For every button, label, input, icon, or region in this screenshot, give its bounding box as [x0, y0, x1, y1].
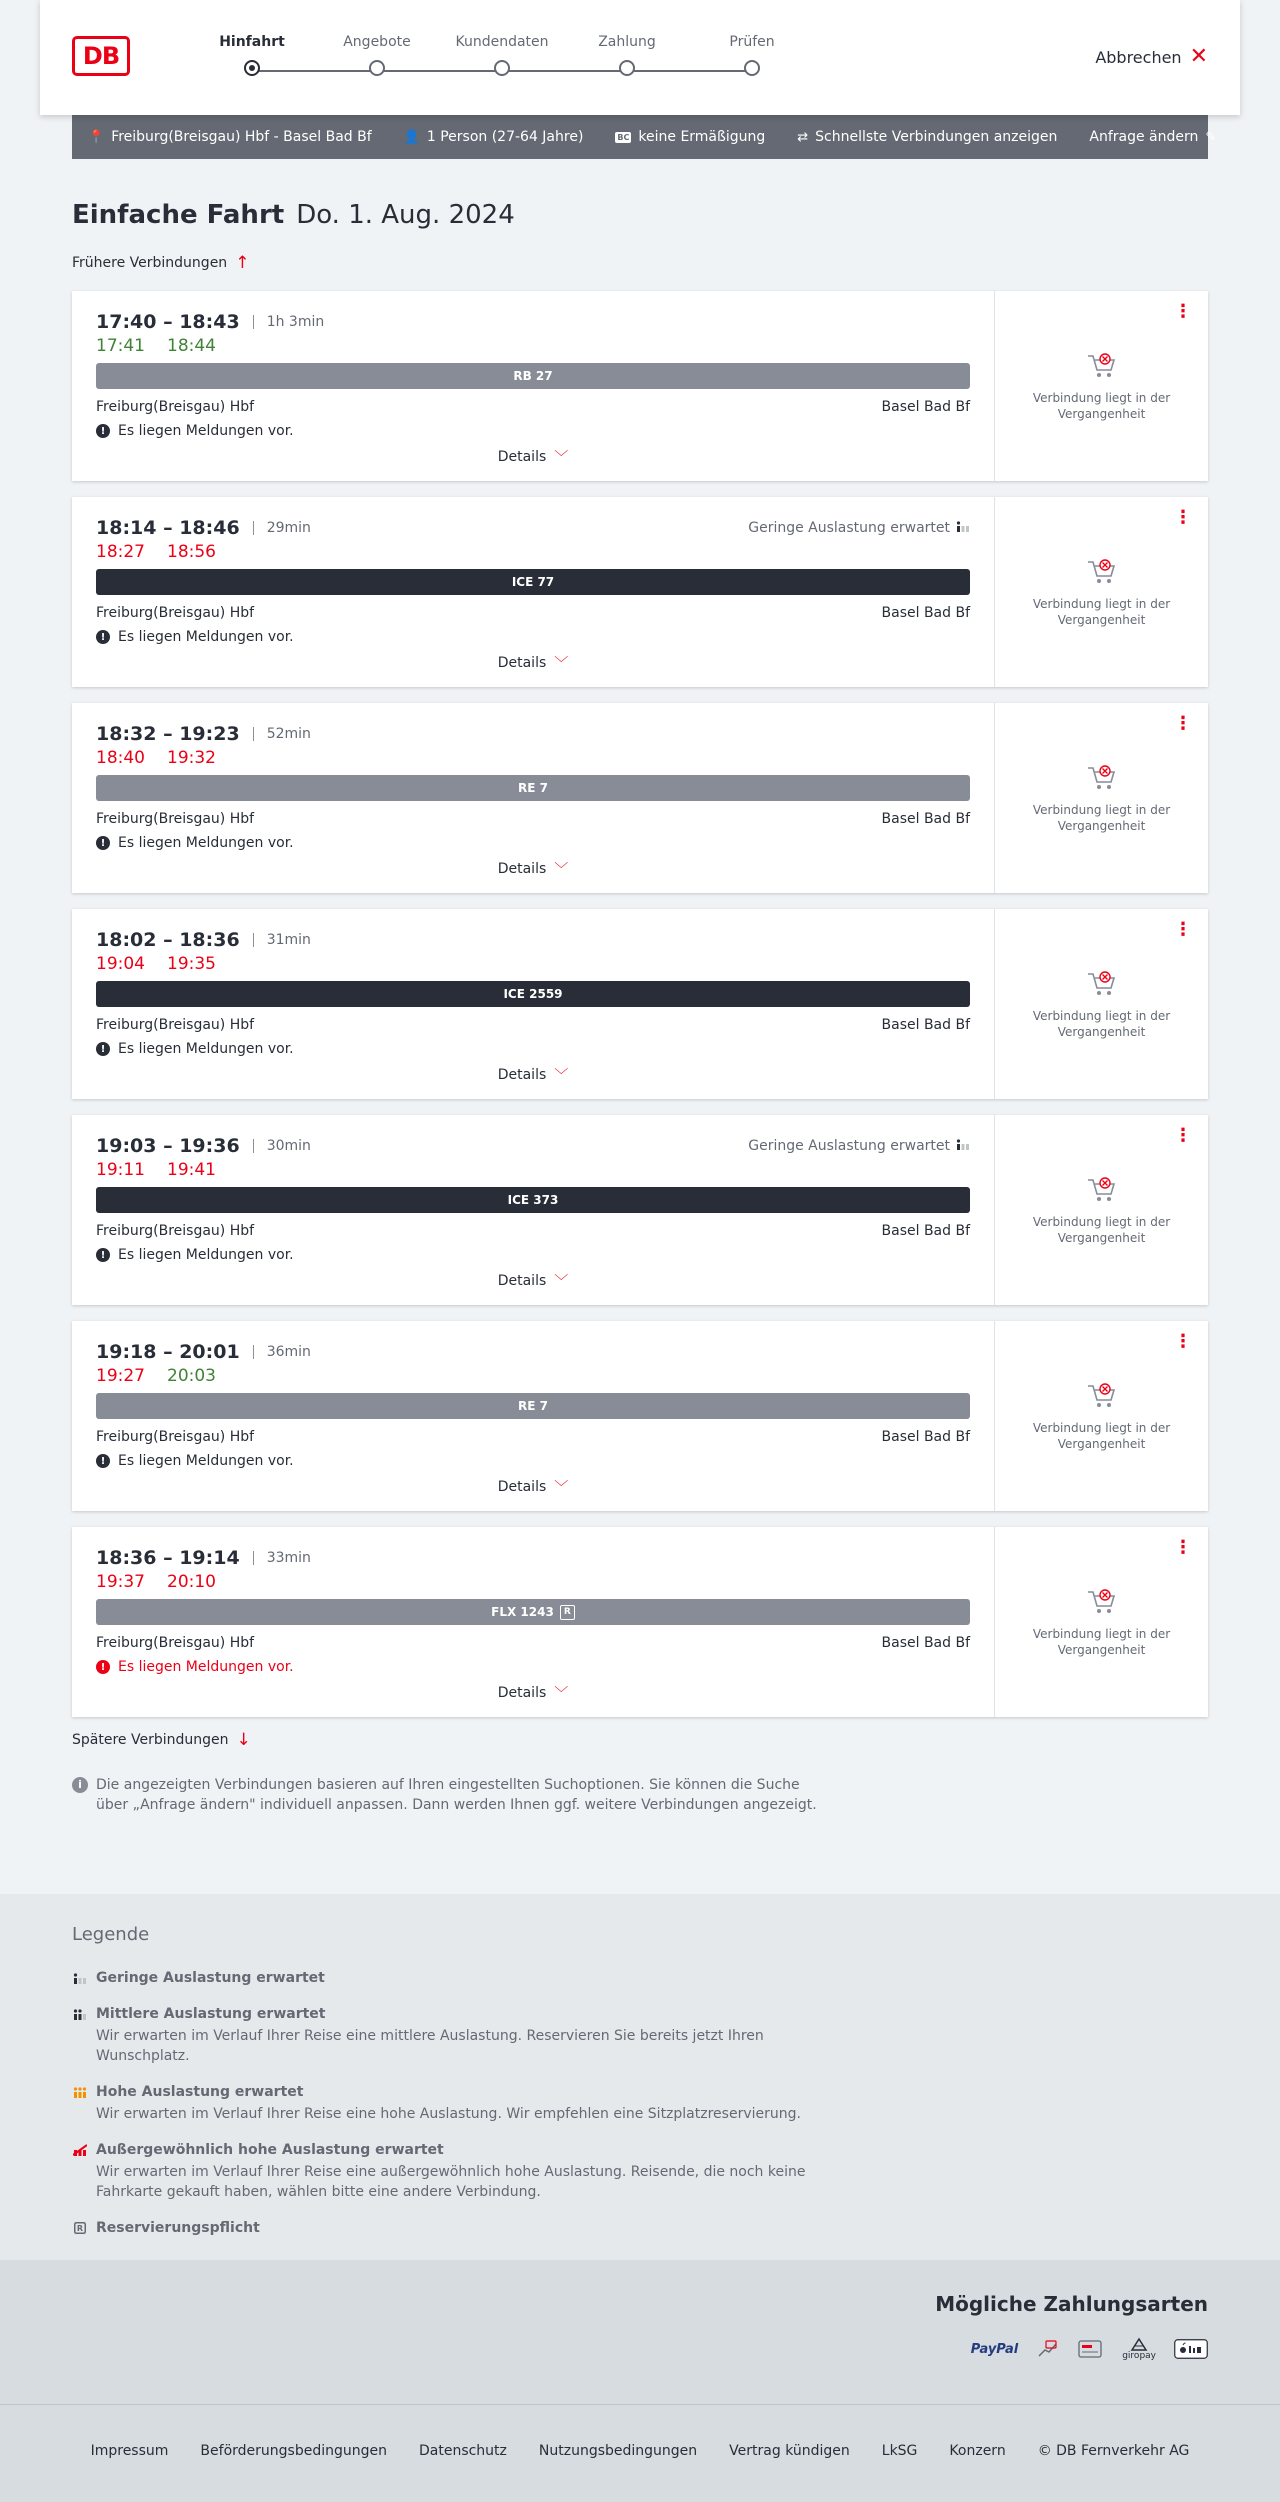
destination-station: Basel Bad Bf	[881, 1635, 970, 1651]
train-bar[interactable]	[96, 1393, 970, 1419]
cart-unavailable-icon	[1085, 968, 1119, 998]
realtime-departure: 18:27	[96, 542, 145, 562]
realtime-arrival: 19:41	[167, 1160, 216, 1180]
messages-text: Es liegen Meldungen vor.	[118, 1247, 294, 1263]
occupancy-indicator	[748, 520, 970, 536]
cart-unavailable-icon	[1085, 1380, 1119, 1410]
destination-station: Basel Bad Bf	[881, 1429, 970, 1445]
origin-station: Freiburg(Breisgau) Hbf	[96, 1429, 255, 1445]
cart-unavailable-icon	[1085, 350, 1119, 380]
connection-card[interactable]	[72, 1321, 1208, 1511]
sepa-icon	[1078, 2334, 1104, 2364]
legend-title: Legende	[72, 1924, 150, 1945]
more-options-icon[interactable]: ⋮	[1174, 301, 1192, 322]
legend-item-desc: Wir erwarten im Verlauf Ihrer Reise eine außergewöhnlich hohe Auslastung. Reisende, die noch keine Fahrkarte gekauft haben, wählen bitte eine andere Verbindung.	[96, 2164, 806, 2200]
chevron-down-icon: ﹀	[554, 1686, 569, 1702]
title-trip-type: Einfache Fahrt	[72, 200, 285, 230]
train-name: RE 7	[518, 781, 548, 795]
route-text: Freiburg(Breisgau) Hbf - Basel Bad Bf	[111, 129, 372, 145]
divider	[253, 1551, 254, 1565]
payment-methods	[971, 2334, 1208, 2364]
connection-details	[72, 1115, 994, 1305]
connection-offer-panel	[994, 1321, 1208, 1511]
messages-notice	[96, 1039, 970, 1059]
origin-station: Freiburg(Breisgau) Hbf	[96, 1635, 255, 1651]
legend-item	[72, 2082, 832, 2124]
occupancy-high-icon	[72, 2086, 88, 2098]
connection-card[interactable]	[72, 1115, 1208, 1305]
duration: 30min	[266, 1138, 311, 1154]
exclamation-icon: !	[96, 424, 110, 438]
more-options-icon[interactable]: ⋮	[1174, 713, 1192, 734]
occupancy-low-icon	[72, 1972, 88, 1984]
divider	[253, 1345, 254, 1359]
hand-card-icon	[1036, 2334, 1060, 2364]
info-note	[72, 1775, 832, 1815]
legend-item-title: Hohe Auslastung erwartet	[96, 2084, 304, 2100]
connection-card[interactable]	[72, 703, 1208, 893]
legend-item	[72, 1968, 832, 1988]
footer-link[interactable]: LkSG	[881, 2443, 918, 2459]
past-connection-note: Verbindung liegt in der Vergangenheit	[1032, 597, 1171, 627]
db-logo[interactable]: DB	[72, 36, 130, 76]
chevron-down-icon: ﹀	[554, 862, 569, 878]
divider	[253, 933, 254, 947]
details-label: Details	[497, 655, 547, 671]
messages-text: Es liegen Meldungen vor.	[118, 1453, 294, 1469]
train-bar[interactable]	[96, 363, 970, 389]
exclamation-icon: !	[96, 1454, 110, 1468]
chevron-down-icon: ﹀	[554, 1274, 569, 1290]
destination-station: Basel Bad Bf	[881, 1017, 970, 1033]
legend-item	[72, 2004, 832, 2066]
connection-list	[72, 291, 1208, 1717]
connection-details	[72, 291, 994, 481]
connection-offer-panel	[994, 703, 1208, 893]
realtime-arrival: 20:10	[167, 1572, 216, 1592]
connection-card[interactable]	[72, 497, 1208, 687]
step-kundendaten: Kundendaten	[442, 34, 562, 76]
details-toggle[interactable]	[72, 1477, 994, 1497]
scheduled-times: 17:40 – 18:43	[96, 311, 240, 333]
messages-notice	[96, 1657, 970, 1677]
option-summary	[797, 129, 1057, 145]
passenger-text: 1 Person (27-64 Jahre)	[426, 129, 584, 145]
progress-stepper	[210, 34, 775, 84]
realtime-arrival: 19:32	[167, 748, 216, 768]
info-text: Die angezeigten Verbindungen basieren auf Ihren eingestellten Suchoptionen. Sie können die Suche über „Anfrage ändern" individuell anpassen. Dann werden Ihnen ggf. weitere Verbindungen angezeigt.	[96, 1777, 817, 1813]
apple-pay-icon	[1174, 2334, 1208, 2364]
step-dot-icon	[744, 60, 760, 76]
exclamation-icon: !	[96, 836, 110, 850]
legend-item-title: Reservierungspflicht	[96, 2220, 260, 2236]
legend-item-desc: Wir erwarten im Verlauf Ihrer Reise eine hohe Auslastung. Wir empfehlen eine Sitzplatzreservierung.	[96, 2106, 801, 2122]
connection-offer-panel	[994, 1527, 1208, 1717]
train-bar[interactable]	[96, 569, 970, 595]
title-date: Do. 1. Aug. 2024	[296, 200, 515, 230]
exclamation-icon: !	[96, 630, 110, 644]
edit-request-button[interactable]	[1089, 129, 1216, 145]
past-connection-note: Verbindung liegt in der Vergangenheit	[1032, 1421, 1171, 1451]
connection-offer-panel	[994, 497, 1208, 687]
occupancy-text: Geringe Auslastung erwartet	[748, 520, 950, 536]
more-options-icon[interactable]: ⋮	[1174, 507, 1192, 528]
scheduled-times: 19:18 – 20:01	[96, 1341, 240, 1363]
person-icon: 👤	[403, 129, 420, 145]
train-bar[interactable]	[96, 1599, 970, 1625]
step-dot-icon	[244, 60, 260, 76]
edit-request-label: Anfrage ändern	[1089, 129, 1199, 145]
page-title	[72, 200, 1208, 238]
train-name: ICE 77	[511, 575, 555, 589]
details-label: Details	[497, 1067, 547, 1083]
occupancy-text: Geringe Auslastung erwartet	[748, 1138, 950, 1154]
location-pin-icon: 📍	[88, 129, 105, 145]
connection-card[interactable]	[72, 1527, 1208, 1717]
destination-station: Basel Bad Bf	[881, 399, 970, 415]
duration: 31min	[266, 932, 311, 948]
legend-section	[0, 1894, 1280, 2260]
earlier-label: Frühere Verbindungen	[72, 255, 228, 271]
step-angebote: Angebote	[317, 34, 437, 76]
past-connection-note: Verbindung liegt in der Vergangenheit	[1032, 391, 1171, 421]
messages-notice	[96, 1451, 970, 1471]
connection-offer-panel	[994, 909, 1208, 1099]
swap-arrows-icon: ⇄	[797, 129, 809, 145]
realtime-departure: 19:37	[96, 1572, 145, 1592]
train-bar[interactable]	[96, 775, 970, 801]
main-content	[72, 200, 1208, 1815]
earlier-connections-link[interactable]	[72, 252, 1208, 274]
scheduled-times: 18:14 – 18:46	[96, 517, 240, 539]
divider	[253, 521, 254, 535]
connection-details	[72, 909, 994, 1099]
more-options-icon[interactable]: ⋮	[1174, 1537, 1192, 1558]
footer-link[interactable]: Vertrag kündigen	[729, 2443, 850, 2459]
connection-details	[72, 497, 994, 687]
messages-notice	[96, 627, 970, 647]
train-name: ICE 2559	[503, 987, 563, 1001]
destination-station: Basel Bad Bf	[881, 811, 970, 827]
occupancy-medium-icon	[72, 2008, 88, 2020]
passenger-summary	[404, 129, 584, 145]
footer-link[interactable]: Nutzungsbedingungen	[538, 2443, 698, 2459]
connection-card[interactable]	[72, 291, 1208, 481]
exclamation-icon: !	[96, 1042, 110, 1056]
messages-notice	[96, 833, 970, 853]
train-name: ICE 373	[507, 1193, 559, 1207]
details-label: Details	[497, 1685, 547, 1701]
past-connection-note: Verbindung liegt in der Vergangenheit	[1032, 803, 1171, 833]
legend-item	[72, 2218, 832, 2238]
destination-station: Basel Bad Bf	[881, 1223, 970, 1239]
cancel-button[interactable]	[1095, 46, 1208, 68]
discount-summary	[615, 129, 765, 145]
origin-station: Freiburg(Breisgau) Hbf	[96, 605, 255, 621]
later-label: Spätere Verbindungen	[72, 1732, 229, 1748]
more-options-icon[interactable]: ⋮	[1174, 919, 1192, 940]
arrow-down-icon: ↓	[236, 1730, 251, 1750]
step-dot-icon	[494, 60, 510, 76]
details-toggle[interactable]	[72, 1065, 994, 1085]
duration: 52min	[266, 726, 311, 742]
realtime-departure: 17:41	[96, 336, 145, 356]
details-toggle[interactable]	[72, 447, 994, 467]
route-summary	[88, 129, 372, 145]
info-icon: i	[72, 1777, 88, 1793]
cancel-label: Abbrechen	[1095, 47, 1182, 67]
origin-station: Freiburg(Breisgau) Hbf	[96, 1017, 255, 1033]
legend-item-title: Mittlere Auslastung erwartet	[96, 2006, 326, 2022]
duration: 1h 3min	[266, 314, 325, 330]
duration: 36min	[266, 1344, 311, 1360]
connection-details	[72, 1527, 994, 1717]
realtime-arrival: 20:03	[167, 1366, 216, 1386]
legend-item-desc: Wir erwarten im Verlauf Ihrer Reise eine mittlere Auslastung. Reservieren Sie bereits jetzt Ihren Wunschplatz.	[96, 2028, 764, 2064]
realtime-arrival: 19:35	[167, 954, 216, 974]
close-icon: ✕	[1189, 44, 1208, 69]
pencil-icon: ✎	[1205, 129, 1217, 145]
cart-unavailable-icon	[1085, 1174, 1119, 1204]
divider	[253, 315, 254, 329]
paypal-icon: PayPal	[970, 2341, 1019, 2357]
giropay-label: giropay	[1122, 2351, 1156, 2361]
past-connection-note: Verbindung liegt in der Vergangenheit	[1032, 1627, 1171, 1657]
realtime-departure: 19:11	[96, 1160, 145, 1180]
details-label: Details	[497, 1273, 547, 1289]
footer-link[interactable]: Datenschutz	[418, 2443, 507, 2459]
more-options-icon[interactable]: ⋮	[1174, 1125, 1192, 1146]
realtime-departure: 18:40	[96, 748, 145, 768]
footer-link[interactable]: Impressum	[90, 2443, 169, 2459]
connection-card[interactable]	[72, 909, 1208, 1099]
scheduled-times: 18:02 – 18:36	[96, 929, 240, 951]
messages-notice	[96, 421, 970, 441]
footer	[0, 2404, 1280, 2502]
chevron-down-icon: ﹀	[554, 1480, 569, 1496]
duration: 29min	[266, 520, 311, 536]
messages-text: Es liegen Meldungen vor.	[118, 423, 294, 439]
arrow-up-icon: ↑	[235, 253, 250, 273]
step-hinfahrt[interactable]: Hinfahrt	[192, 34, 312, 76]
past-connection-note: Verbindung liegt in der Vergangenheit	[1032, 1009, 1171, 1039]
search-summary-bar	[72, 115, 1217, 159]
messages-notice	[96, 1245, 970, 1265]
later-connections-link[interactable]	[72, 1729, 1208, 1751]
cart-unavailable-icon	[1085, 1586, 1119, 1616]
connection-offer-panel	[994, 1115, 1208, 1305]
details-label: Details	[497, 1479, 547, 1495]
reservation-required-icon	[72, 2222, 88, 2234]
occupancy-exceptional-icon	[72, 2144, 88, 2156]
details-toggle[interactable]	[72, 1683, 994, 1703]
messages-text: Es liegen Meldungen vor.	[118, 1041, 294, 1057]
messages-text: Es liegen Meldungen vor.	[118, 1659, 294, 1675]
step-dot-icon	[369, 60, 385, 76]
train-name: RE 7	[518, 1399, 548, 1413]
bahncard-icon: BC	[617, 132, 630, 142]
payment-title: Mögliche Zahlungsarten	[935, 2292, 1208, 2316]
origin-station: Freiburg(Breisgau) Hbf	[96, 399, 255, 415]
origin-station: Freiburg(Breisgau) Hbf	[96, 1223, 255, 1239]
chevron-down-icon: ﹀	[554, 450, 569, 466]
connection-offer-panel	[994, 291, 1208, 481]
svg-text:R: R	[76, 2224, 84, 2233]
realtime-departure: 19:04	[96, 954, 145, 974]
step-zahlung: Zahlung	[567, 34, 687, 76]
train-bar[interactable]	[96, 981, 970, 1007]
legend-item-title: Geringe Auslastung erwartet	[96, 1970, 325, 1986]
scheduled-times: 18:36 – 19:14	[96, 1547, 240, 1569]
details-toggle[interactable]	[72, 653, 994, 673]
footer-link[interactable]: Konzern	[949, 2443, 1006, 2459]
footer-link[interactable]: Beförderungsbedingungen	[200, 2443, 387, 2459]
step-pruefen: Prüfen	[692, 34, 812, 76]
details-label: Details	[497, 861, 547, 877]
destination-station: Basel Bad Bf	[881, 605, 970, 621]
details-toggle[interactable]	[72, 859, 994, 879]
legend-item-title: Außergewöhnlich hohe Auslastung erwartet	[96, 2142, 444, 2158]
connection-details	[72, 703, 994, 893]
more-options-icon[interactable]: ⋮	[1174, 1331, 1192, 1352]
train-name: FLX 1243	[491, 1605, 554, 1619]
past-connection-note: Verbindung liegt in der Vergangenheit	[1032, 1215, 1171, 1245]
giropay-icon	[1122, 2334, 1156, 2364]
option-text: Schnellste Verbindungen anzeigen	[815, 129, 1058, 145]
reservation-required-icon: R	[560, 1605, 575, 1620]
messages-text: Es liegen Meldungen vor.	[118, 629, 294, 645]
legend-item	[72, 2140, 832, 2202]
details-toggle[interactable]	[72, 1271, 994, 1291]
realtime-arrival: 18:44	[167, 336, 216, 356]
train-name: RB 27	[513, 369, 553, 383]
chevron-down-icon: ﹀	[554, 1068, 569, 1084]
discount-text: keine Ermäßigung	[638, 129, 766, 145]
realtime-departure: 19:27	[96, 1366, 145, 1386]
exclamation-icon: !	[96, 1248, 110, 1262]
chevron-down-icon: ﹀	[554, 656, 569, 672]
divider	[253, 1139, 254, 1153]
occupancy-low-icon	[956, 520, 970, 536]
scheduled-times: 18:32 – 19:23	[96, 723, 240, 745]
origin-station: Freiburg(Breisgau) Hbf	[96, 811, 255, 827]
occupancy-low-icon	[956, 1138, 970, 1154]
step-dot-icon	[619, 60, 635, 76]
payment-section	[0, 2260, 1280, 2404]
cart-unavailable-icon	[1085, 762, 1119, 792]
messages-text: Es liegen Meldungen vor.	[118, 835, 294, 851]
connection-details	[72, 1321, 994, 1511]
details-label: Details	[497, 449, 547, 465]
occupancy-indicator	[748, 1138, 970, 1154]
footer-link: © DB Fernverkehr AG	[1037, 2443, 1190, 2459]
divider	[253, 727, 254, 741]
exclamation-icon: !	[96, 1660, 110, 1674]
footer-links	[0, 2443, 1280, 2459]
realtime-arrival: 18:56	[167, 542, 216, 562]
scheduled-times: 19:03 – 19:36	[96, 1135, 240, 1157]
train-bar[interactable]	[96, 1187, 970, 1213]
duration: 33min	[266, 1550, 311, 1566]
cart-unavailable-icon	[1085, 556, 1119, 586]
header	[40, 0, 1240, 115]
